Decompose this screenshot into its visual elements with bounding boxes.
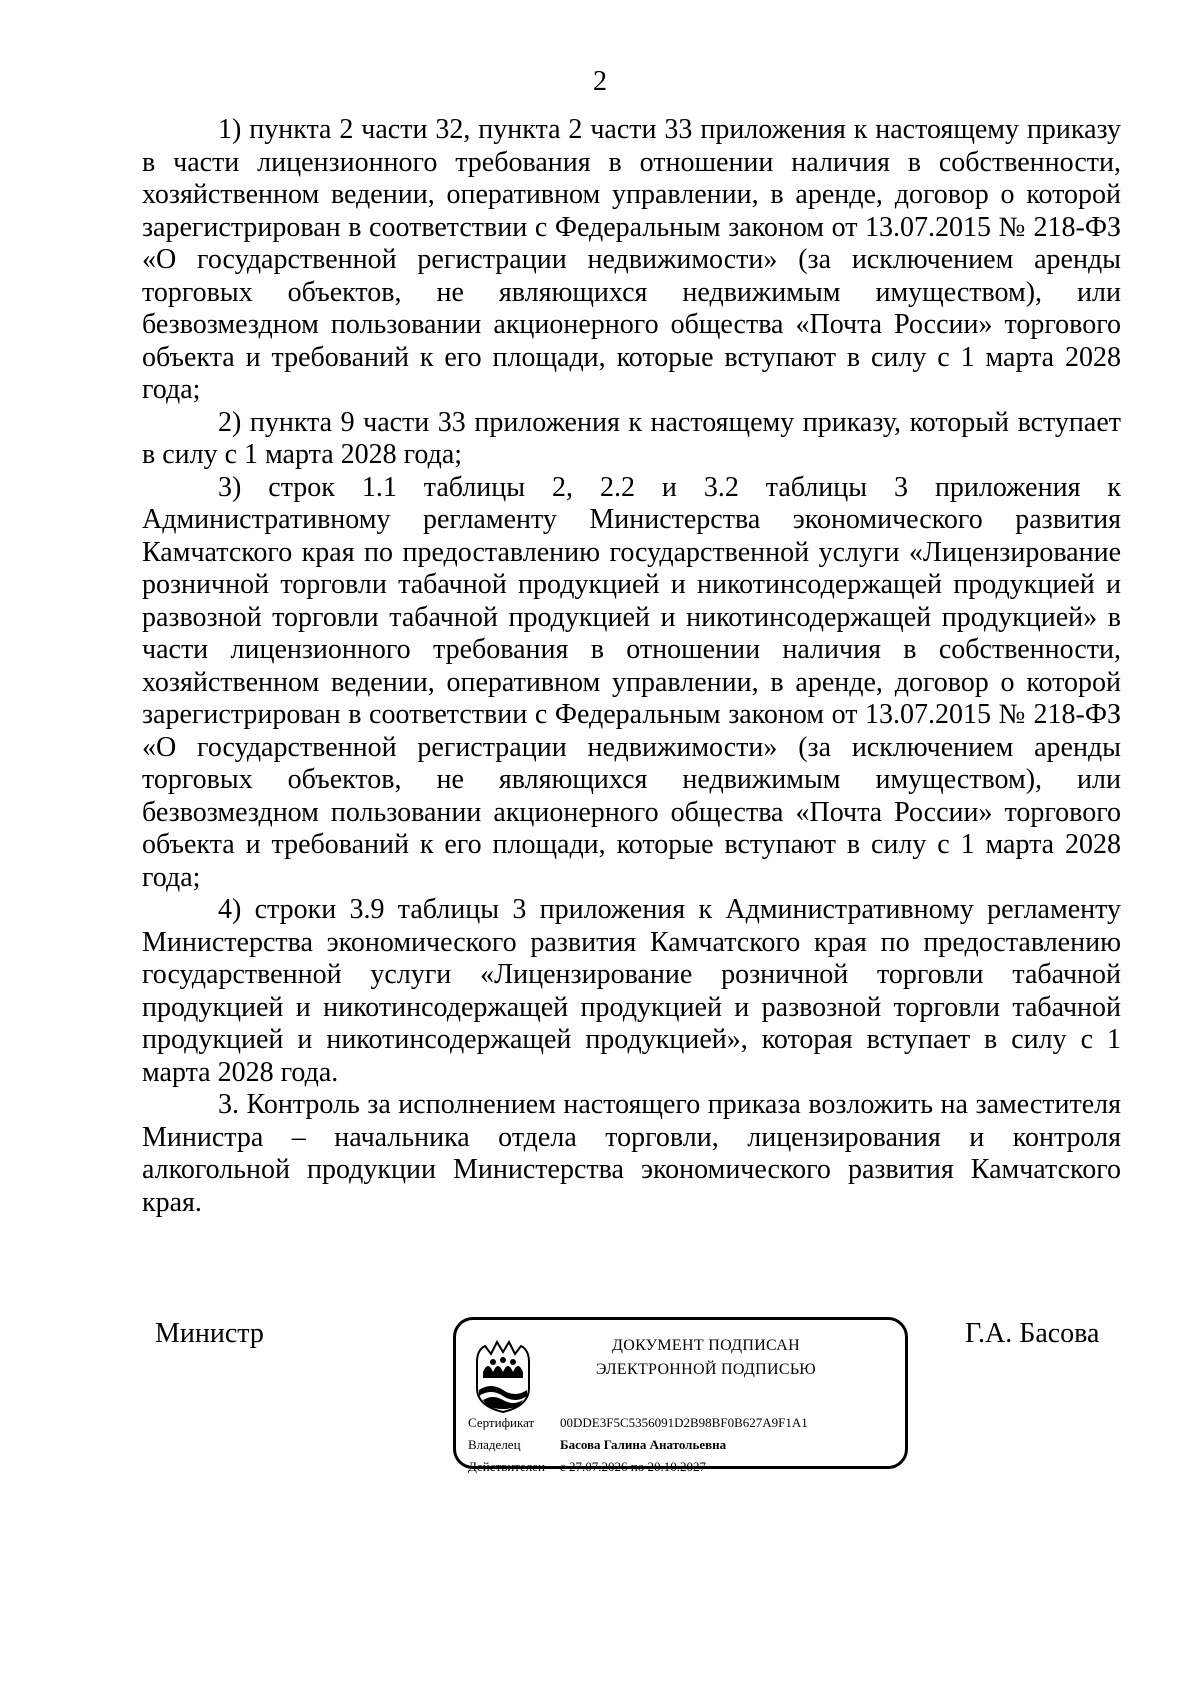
stamp-title-line2: ЭЛЕКТРОННОЙ ПОДПИСЬЮ (595, 1361, 817, 1378)
paragraph-item-4: 4) строки 3.9 таблицы 3 приложения к Административному регламенту Министерства экономического развития Камчатского края по предоставлению государственной услуги «Лицензирование розничной торговли табачной продукцией и никотинсодержащей продукцией и развозной торговли табачной продукцией и никотинсодержащей продукцией», которая вступает в силу с 1 марта 2028 года. (142, 894, 1121, 1088)
document-body (142, 114, 1121, 1219)
certificate-label: Сертификат (468, 1415, 535, 1430)
owner-label: Владелец (468, 1437, 521, 1452)
stamp-certificate-row (468, 1415, 808, 1431)
validity-label: Действителен (468, 1459, 545, 1474)
stamp-title (556, 1334, 856, 1382)
signer-title: Министр (155, 1318, 264, 1349)
stamp-title-line1: ДОКУМЕНТ ПОДПИСАН (612, 1337, 800, 1354)
certificate-value: 00DDE3F5C5356091D2B98BF0B627A9F1A1 (560, 1415, 808, 1430)
paragraph-item-1: 1) пункта 2 части 32, пункта 2 части 33 приложения к настоящему приказу в части лицензионного требования в отношении наличия в собственности, хозяйственном ведении, оперативном управлении, в аренде, договор о которой зарегистрирован в соответствии с Федеральным законом от 13.07.2015 № 218-ФЗ «О государственной регистрации недвижимости» (за исключением аренды торговых объектов, не являющихся недвижимым имуществом), или безвозмездном пользовании акционерного общества «Почта России» торгового объекта и требований к его площади, которые вступают в силу с 1 марта 2028 года; (142, 114, 1121, 405)
electronic-signature-stamp (453, 1317, 908, 1474)
stamp-owner-row (468, 1437, 726, 1453)
owner-value: Басова Галина Анатольевна (560, 1437, 727, 1452)
paragraph-item-3: 3) строк 1.1 таблицы 2, 2.2 и 3.2 таблицы 3 приложения к Административному регламенту Министерства экономического развития Камчатского края по предоставлению государственной услуги «Лицензирование розничной торговли табачной продукцией и никотинсодержащей продукцией и развозной торговли табачной продукцией и никотинсодержащей продукцией» в части лицензионного требования в отношении наличия в собственности, хозяйственном ведении, оперативном управлении, в аренде, договор о которой зарегистрирован в соответствии с Федеральным законом от 13.07.2015 № 218-ФЗ «О государственной регистрации недвижимости» (за исключением аренды торговых объектов, не являющихся недвижимым имуществом), или безвозмездном пользовании акционерного общества «Почта России» торгового объекта и требований к его площади, которые вступают в силу с 1 марта 2028 года; (142, 471, 1121, 893)
coat-of-arms-icon (473, 1332, 533, 1414)
validity-value: с 27.07.2026 по 20.10.2027 (560, 1459, 706, 1474)
page-number: 2 (593, 66, 607, 97)
signer-name: Г.А. Басова (965, 1318, 1100, 1349)
paragraph-item-2: 2) пункта 9 части 33 приложения к настоящему приказу, который вступает в силу с 1 марта 2028 года; (142, 406, 1121, 470)
paragraph-control: 3. Контроль за исполнением настоящего приказа возложить на заместителя Министра – начальника отдела торговли, лицензирования и контроля алкогольной продукции Министерства экономического развития Камчатского края. (142, 1089, 1121, 1218)
stamp-validity-row (468, 1459, 706, 1475)
